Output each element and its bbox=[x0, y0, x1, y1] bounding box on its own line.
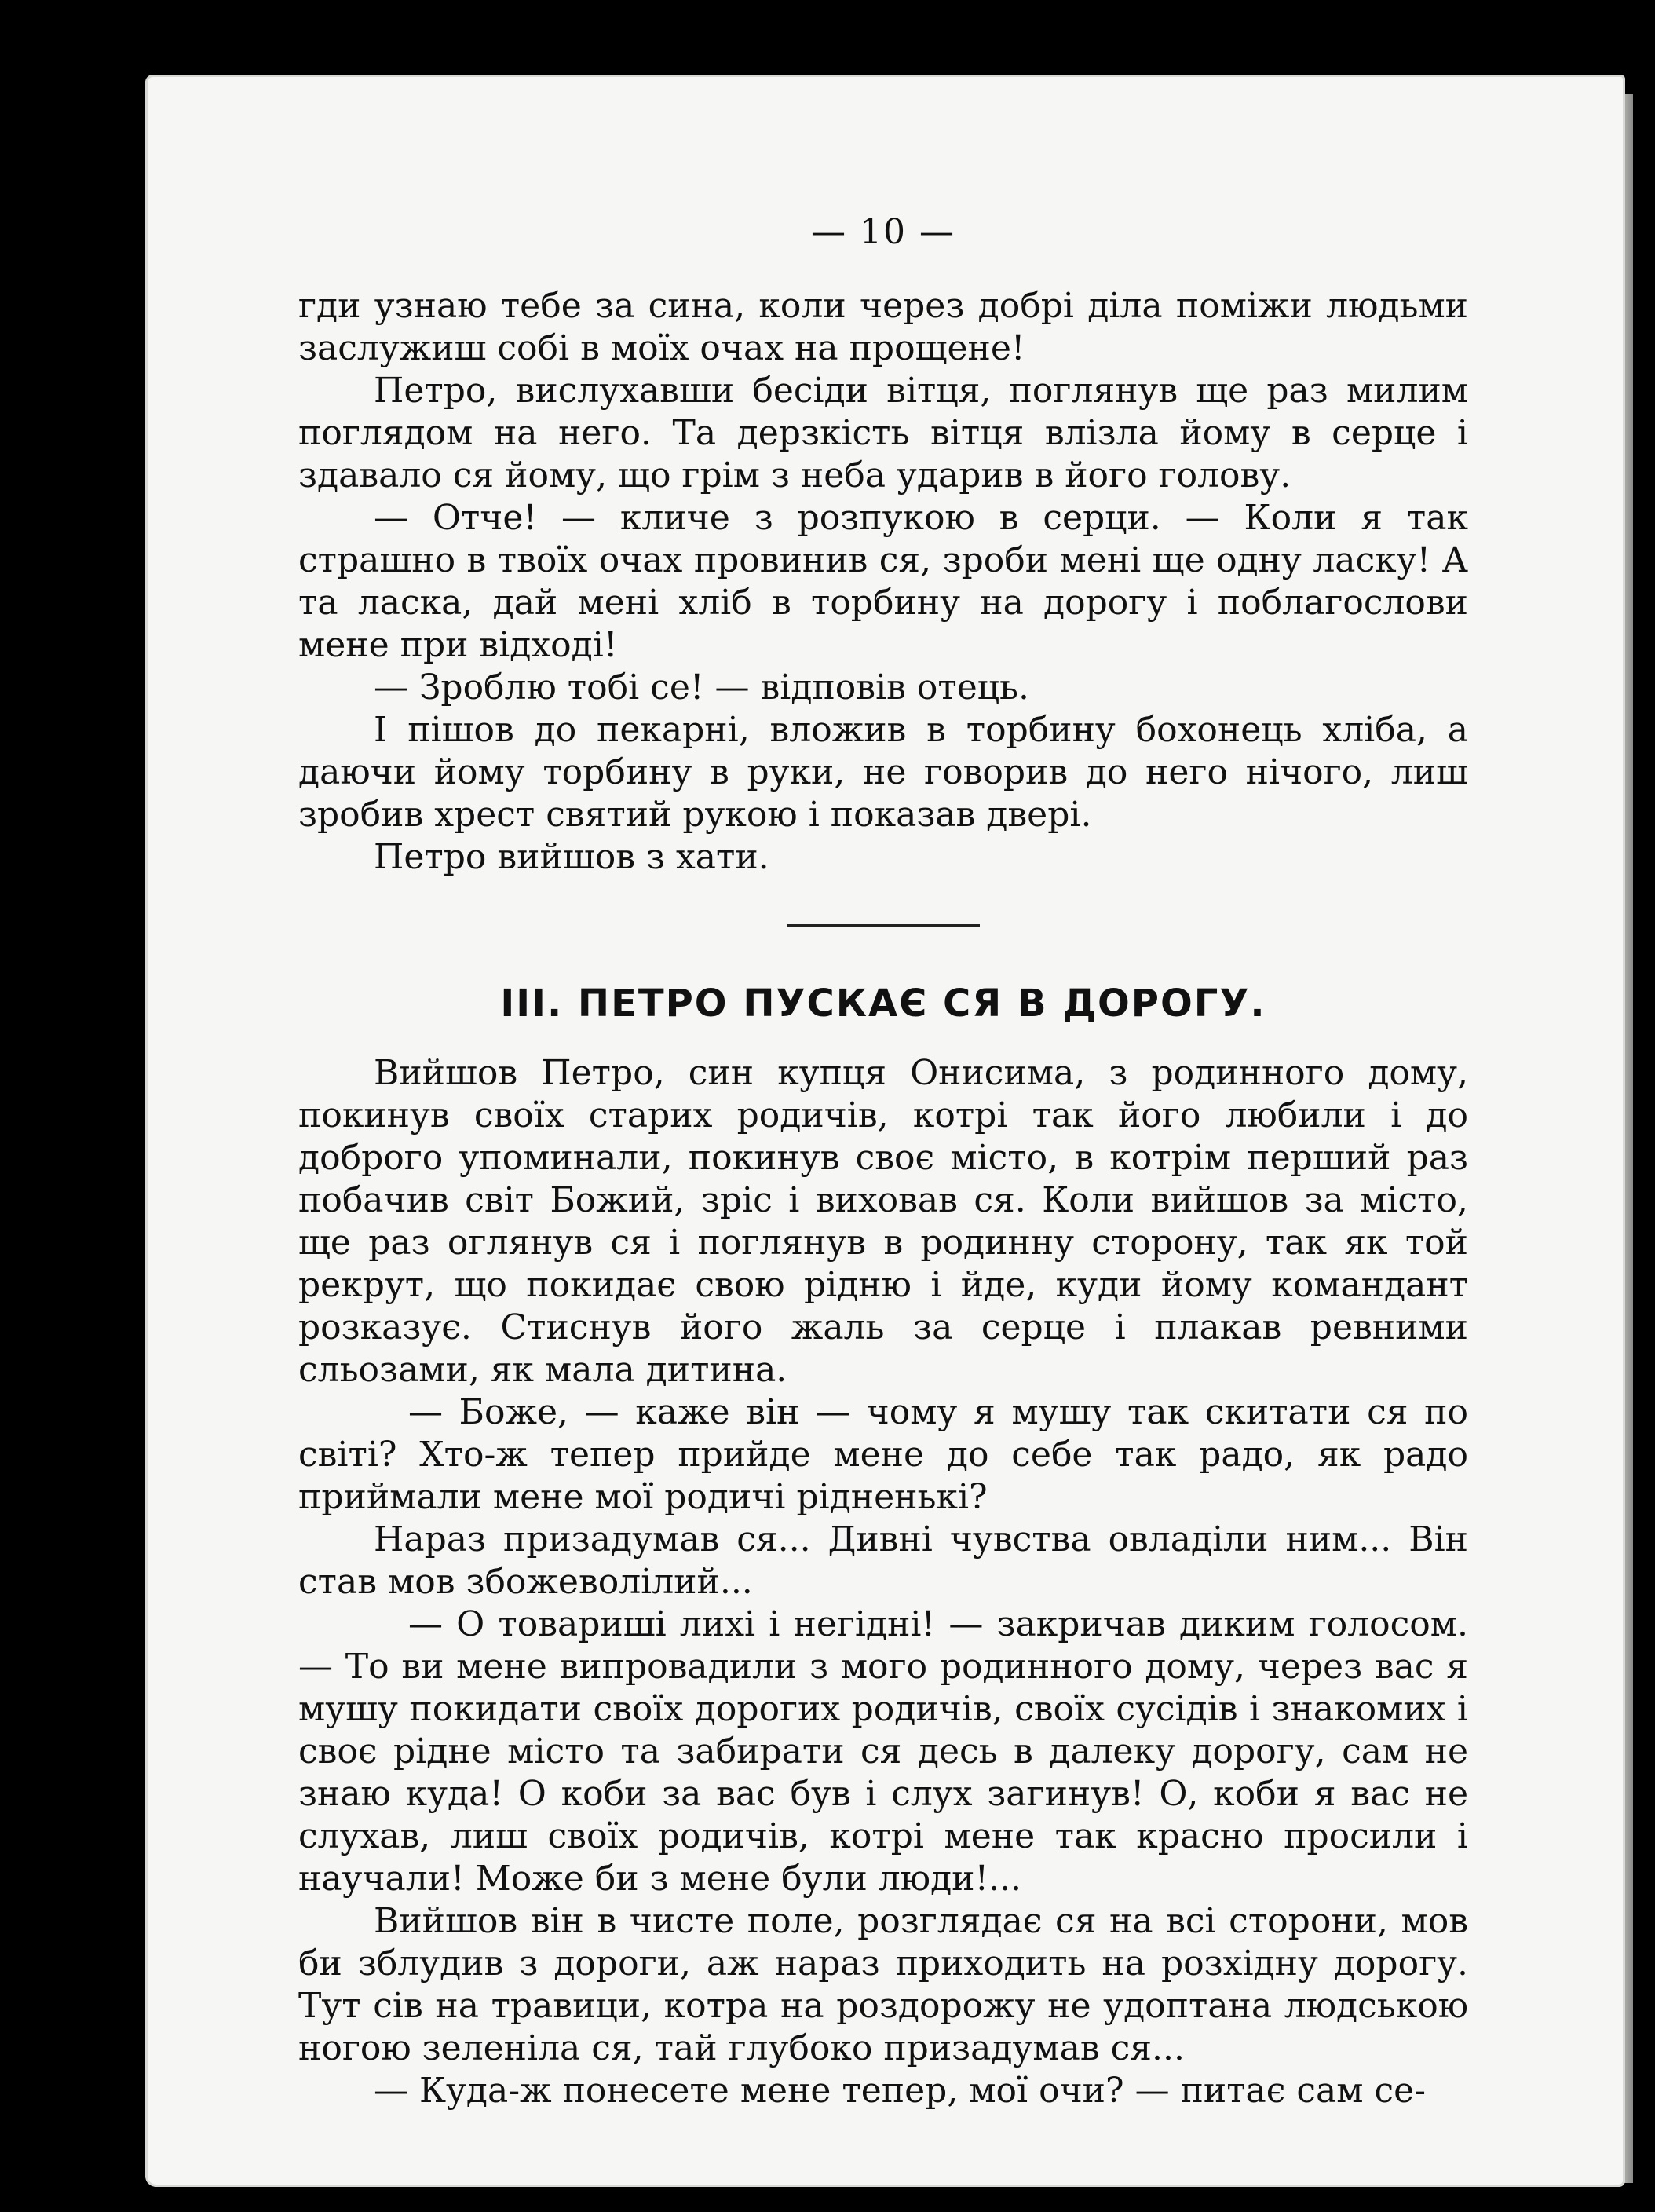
paragraph: — Отче! — кличе з розпукою в серци. — Коли я так страшно в твоїх очах провинив ся, зроби мені ще одну ласку! А та ласка, дай мені хліб в торбину на дорогу і поблагослови мене при відході! bbox=[298, 498, 1468, 665]
paragraph: Петро, вислухавши бесіди вітця, поглянув ще раз милим поглядом на него. Та дерзкість вітця влізла йому в серце і здавало ся йому, що грім з неба ударив в його голову. bbox=[298, 371, 1468, 495]
paragraph: — Зроблю тобі се! — відповів отець. bbox=[374, 667, 1029, 707]
page-number: — 10 — bbox=[811, 212, 955, 252]
paragraph: — Куда-ж понесете мене тепер, мої очи? — питає сам се- bbox=[374, 2071, 1427, 2111]
paragraph: — О товариші лихі і негідні! — закричав диким голосом. — То ви мене випровадили з мого родинного дому, через вас я мушу покидати своїх дорогих родичів, своїх сусідів і знакомих і своє рідне місто та забирати ся десь в далеку дорогу, сам не знаю куда! О коби за вас був і слух загинув! О, коби я вас не слухав, лиш своїх родичів, котрі мене так красно просили і научали! Може би з мене були люди!... bbox=[298, 1604, 1468, 1899]
chapter-heading: III. ПЕТРО ПУСКАЄ СЯ В ДОРОГУ. bbox=[500, 982, 1266, 1026]
section-divider bbox=[787, 924, 980, 927]
paragraph: Вийшов він в чисте поле, розглядає ся на всі сторони, мов би зблудив з дороги, аж нараз приходить на розхідну дорогу. Тут сів на травици, котра на роздорожу не удоптана людською ногою зеленіла ся, тай глубоко призадумав ся... bbox=[298, 1901, 1468, 2068]
paragraph: Нараз призадумав ся... Дивні чувства овладіли ним... Він став мов збожеволілий... bbox=[298, 1519, 1468, 1602]
page-content bbox=[298, 212, 1468, 2112]
chapter-body bbox=[298, 1052, 1468, 2112]
section-continuation bbox=[298, 285, 1468, 879]
paragraph: гди узнаю тебе за сина, коли через добрі діла поміжи людьми заслужиш собі в моїх очах на прощене! bbox=[298, 286, 1468, 368]
paragraph: І пішов до пекарні, вложив в торбину бохонець хліба, а даючи йому торбину в руки, не говорив до него нічого, лиш зробив хрест святий рукою і показав двері. bbox=[298, 710, 1468, 835]
paragraph: Вийшов Петро, син купця Онисима, з родинного дому, покинув своїх старих родичів, котрі так його любили і до доброго упоминали, покинув своє місто, в котрім перший раз побачив світ Божий, зріс і виховав ся. Коли вийшов за місто, ще раз оглянув ся і поглянув в родинну сторону, так як той рекрут, що покидає свою рідню і йде, куди йому командант розказує. Стиснув його жаль за серце і плакав ревними сльозами, як мала дитина. bbox=[298, 1053, 1468, 1390]
paragraph: — Боже, — каже він — чому я мушу так скитати ся по світі? Хто-ж тепер прийде мене до себе так радо, як радо приймали мене мої родичі рідненькі? bbox=[298, 1392, 1468, 1517]
paragraph: Петро вийшов з хати. bbox=[374, 837, 769, 877]
